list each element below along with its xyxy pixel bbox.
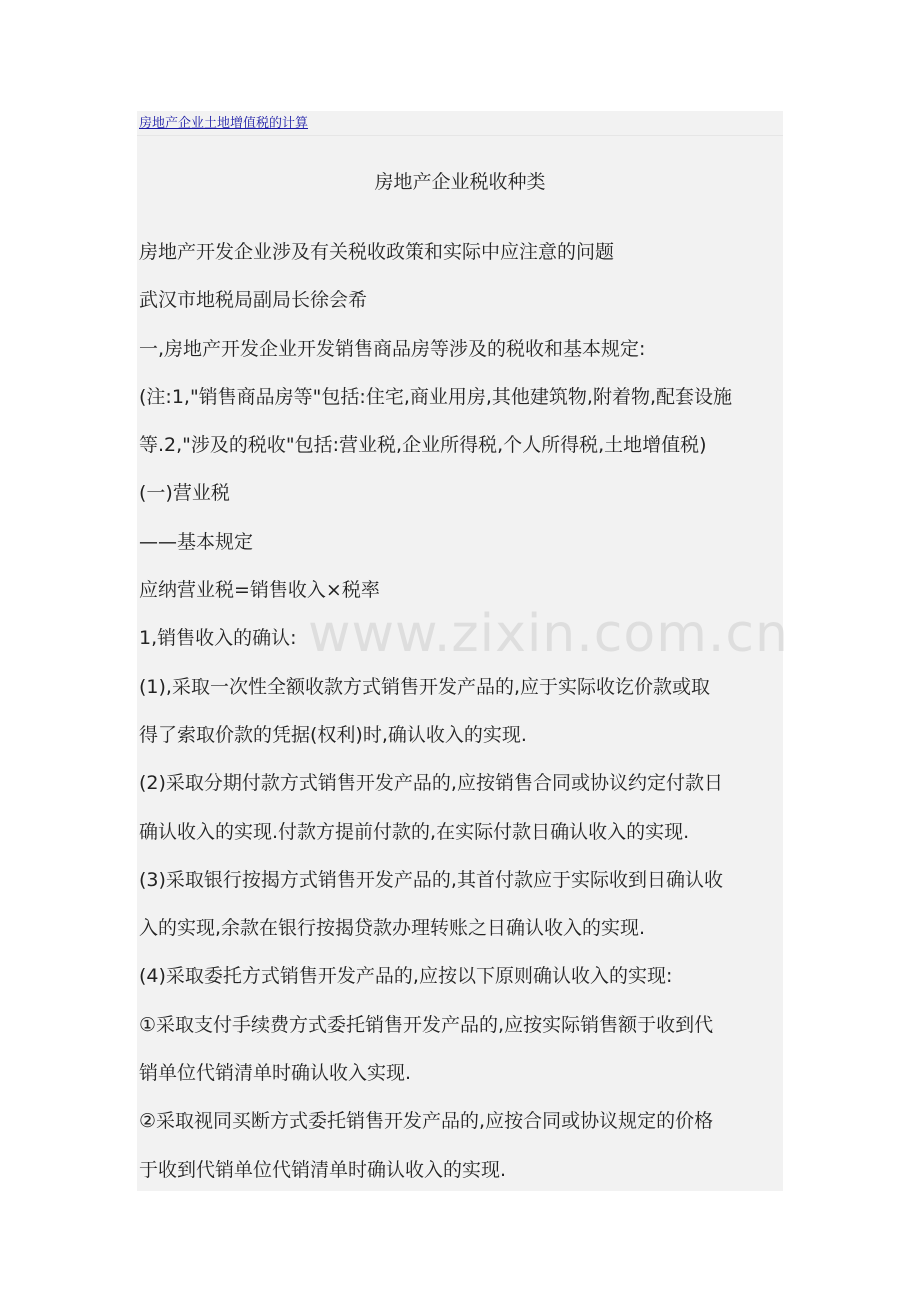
document-content-panel [137,111,783,1191]
link-divider [137,135,783,136]
body-line: 销单位代销清单时确认收入实现. [139,1062,412,1085]
body-line: 一,房地产开发企业开发销售商品房等涉及的税收和基本规定: [139,337,646,360]
body-line: 入的实现,余款在银行按揭贷款办理转账之日确认收入的实现. [139,917,646,940]
watermark: www.zixin.com.cn [308,604,789,664]
body-line: (4)采取委托方式销售开发产品的,应按以下原则确认收入的实现: [139,965,673,988]
body-line: ——基本规定 [139,530,254,553]
document-body [139,228,783,1191]
body-line: 确认收入的实现.付款方提前付款的,在实际付款日确认收入的实现. [139,820,690,843]
body-line: ①采取支付手续费方式委托销售开发产品的,应按实际销售额于收到代 [139,1013,714,1036]
body-line: 武汉市地税局副局长徐会希 [139,289,368,312]
body-line: (1),采取一次性全额收款方式销售开发产品的,应于实际收讫价款或取 [139,675,710,698]
body-line: 于收到代销单位代销清单时确认收入的实现. [139,1158,507,1181]
body-line: 1,销售收入的确认: [139,627,297,650]
body-line: 房地产开发企业涉及有关税收政策和实际中应注意的问题 [139,241,615,263]
body-line: (注:1,"销售商品房等"包括:住宅,商业用房,其他建筑物,附着物,配套设施 [139,385,732,408]
body-line: (一)营业税 [139,482,230,505]
body-line: 等.2,"涉及的税收"包括:营业税,企业所得税,个人所得税,土地增值税) [139,434,707,457]
body-line: 得了索取价款的凭据(权利)时,确认收入的实现. [139,723,527,746]
body-line: 应纳营业税=销售收入×税率 [139,579,380,602]
document-title: 房地产企业税收种类 [374,171,546,193]
article-link[interactable]: 房地产企业土地增值税的计算 [139,116,309,131]
body-line: (2)采取分期付款方式销售开发产品的,应按销售合同或协议约定付款日 [139,772,723,795]
body-line: ②采取视同买断方式委托销售开发产品的,应按合同或协议规定的价格 [139,1110,714,1133]
body-line: (3)采取银行按揭方式销售开发产品的,其首付款应于实际收到日确认收 [139,868,723,891]
